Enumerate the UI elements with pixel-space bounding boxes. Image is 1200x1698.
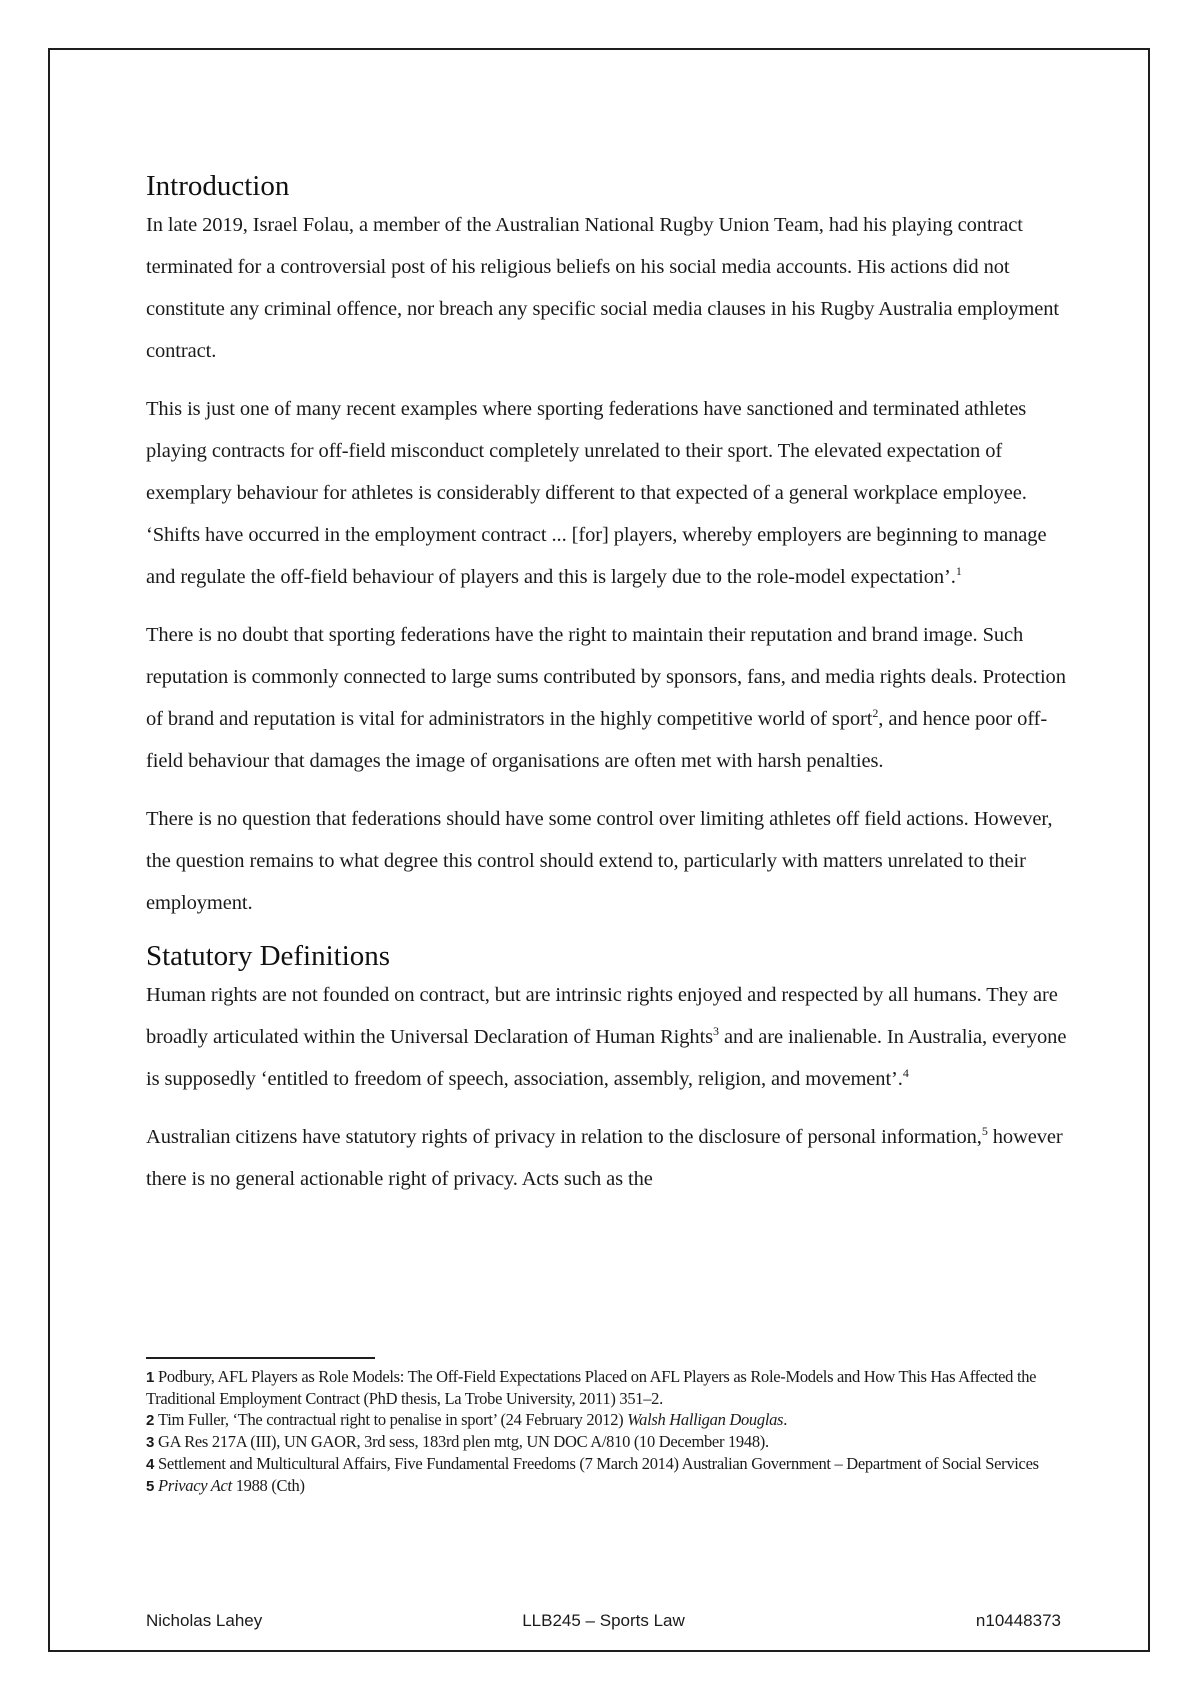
paragraph-text: There is no doubt that sporting federations have the right to maintain their reputation and brand image. Such reputation is commonly connected to large sums contributed by sponsors, fans, and media rights deals. Protection of brand and reputation is vital for administrators in the highly competitive world of sport <box>146 624 1066 730</box>
footnote-text: Tim Fuller, ‘The contractual right to penalise in sport’ (24 February 2012) <box>158 1410 628 1429</box>
footnote-tail: 1988 (Cth) <box>231 1476 305 1495</box>
footnote-ref[interactable]: 1 <box>955 564 962 578</box>
statutory-paragraph-1 <box>146 974 1071 1100</box>
footnote-tail: . <box>783 1410 788 1429</box>
section-heading-statutory-definitions: Statutory Definitions <box>146 940 391 972</box>
footnote-2 <box>146 1409 1071 1431</box>
footnotes <box>146 1366 1071 1497</box>
footnote-1 <box>146 1366 1071 1409</box>
footnote-text: GA Res 217A (III), UN GAOR, 3rd sess, 183rd plen mtg, UN DOC A/810 (10 December 1948). <box>158 1432 769 1451</box>
document-body <box>146 168 1071 1200</box>
paragraph-text: Australian citizens have statutory rights of privacy in relation to the disclosure of personal information, <box>146 1126 982 1148</box>
footnote-ref[interactable]: 5 <box>981 1124 988 1138</box>
footnote-number: 5 <box>146 1478 155 1495</box>
paragraph-text: This is just one of many recent examples where sporting federations have sanctioned and terminated athletes playing contracts for off-field misconduct completely unrelated to their sport. The elevated expectation of exemplary behaviour for athletes is considerably different to that expected of a general workplace employee. ‘Shifts have occurred in the employment contract ... [for] players, whereby employers are beginning to manage and regulate the off-field behaviour of players and this is largely due to the role-model expectation’. <box>146 398 1047 588</box>
paragraph-text: and are inalienable. In Australia, everyone is supposedly ‘entitled to freedom of speech, association, assembly, religion, and movement’. <box>146 1026 1067 1090</box>
footnote-text: Settlement and Multicultural Affairs, Five Fundamental Freedoms (7 March 2014) Australian Government – Department of Social Services <box>158 1454 1039 1473</box>
footnote-4 <box>146 1453 1071 1475</box>
footnote-number: 3 <box>146 1434 155 1451</box>
footnote-ref[interactable]: 2 <box>872 706 879 720</box>
statutory-paragraph-2 <box>146 1116 1071 1200</box>
paragraph-text: , and hence poor off-field behaviour that damages the image of organisations are often met with harsh penalties. <box>146 708 1048 772</box>
footnote-number: 4 <box>146 1456 155 1473</box>
introduction-paragraph-2 <box>146 388 1071 598</box>
introduction-paragraph-4: There is no question that federations should have some control over limiting athletes off field actions. However, the question remains to what degree this control should extend to, particularly with matters unrelated to their employment. <box>146 808 1053 914</box>
footnote-italic-text: Walsh Halligan Douglas <box>627 1410 784 1429</box>
section-heading-introduction: Introduction <box>146 170 290 202</box>
introduction-paragraph-1: In late 2019, Israel Folau, a member of the Australian National Rugby Union Team, had his playing contract terminated for a controversial post of his religious beliefs on his social media accounts. His actions did not constitute any criminal offence, nor breach any specific social media clauses in his Rugby Australia employment contract. <box>146 214 1060 362</box>
paragraph-text: however there is no general actionable right of privacy. Acts such as the <box>146 1126 1063 1190</box>
footnote-5 <box>146 1475 1071 1497</box>
footer-course: LLB245 – Sports Law <box>522 1611 685 1630</box>
footnote-italic-text: Privacy Act <box>158 1476 232 1495</box>
footer-author: Nicholas Lahey <box>146 1611 263 1630</box>
introduction-paragraph-3 <box>146 614 1071 782</box>
footnote-ref[interactable]: 3 <box>713 1024 719 1038</box>
footnote-number: 1 <box>146 1369 155 1386</box>
footnote-separator <box>146 1357 375 1359</box>
footer-student-number: n10448373 <box>975 1611 1061 1630</box>
footnote-ref[interactable]: 4 <box>902 1066 909 1080</box>
footnote-3 <box>146 1431 1071 1453</box>
paragraph-text: Human rights are not founded on contract, but are intrinsic rights enjoyed and respected by all humans. They are broadly articulated within the Universal Declaration of Human Rights <box>146 984 1058 1048</box>
footnote-number: 2 <box>146 1412 155 1429</box>
footnote-text: Podbury, AFL Players as Role Models: The Off-Field Expectations Placed on AFL Players as Role-Models and How This Has Affected the Traditional Employment Contract (PhD thesis, La Trobe University, 2011) 351–2. <box>146 1367 1037 1408</box>
